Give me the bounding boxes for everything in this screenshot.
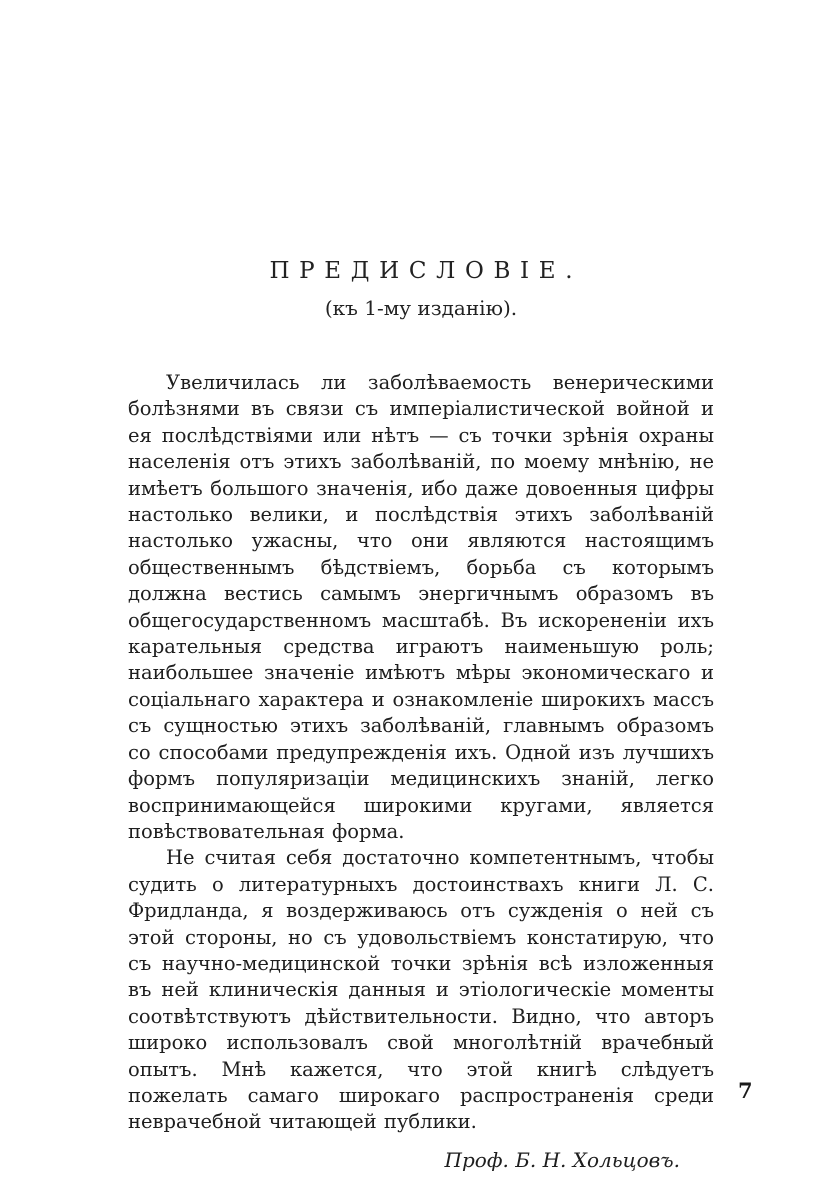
paragraph-1: Увеличилась ли заболѣваемость венерическими болѣзнями въ связи съ имперіалистической войной и ея послѣдствіями или нѣтъ — съ точки зрѣнія охраны населенія отъ этихъ заболѣваній, по моему мнѣнію, не имѣетъ большого значенія, ибо даже довоенныя цифры настолько велики, и послѣдствія этихъ заболѣваній настолько ужасны, что они являются настоящимъ общественнымъ бѣдствіемъ, борьба съ которымъ должна вестись самымъ энергичнымъ образомъ въ общегосударственномъ масштабѣ. Въ искорененіи ихъ карательныя средства играютъ наименьшую роль; наибольшее значеніе имѣютъ мѣры экономическаго и соціальнаго характера и ознакомленіе широкихъ массъ съ сущностью этихъ заболѣваній, главнымъ образомъ со способами предупрежденія ихъ. Одной изъ лучшихъ формъ популяризаціи медицинскихъ знаній, легко воспринимающейся широкими кругами, является повѣствовательная форма. — [128, 371, 714, 843]
page-title: ПРЕДИСЛОВІЕ. — [269, 258, 583, 284]
text-block — [128, 258, 714, 1172]
page-subtitle: (къ 1-му изданію). — [324, 296, 518, 320]
page-number: 7 — [738, 1078, 753, 1103]
paragraph-2: Не считая себя достаточно компетентнымъ, чтобы судить о литературныхъ достоинствахъ книги Л. С. Фридланда, я воздерживаюсь отъ сужденія о ней съ этой стороны, но съ удовольствіемъ констатирую, что съ научно-медицинской точки зрѣнія всѣ изложенныя въ ней клиническія данныя и этіологическіе моменты соотвѣтствуютъ дѣйствительности. Видно, что авторъ широко использовалъ свой многолѣтній врачебный опытъ. Мнѣ кажется, что этой книгѣ слѣдуетъ пожелать самаго широкаго распространенія среди неврачебной читающей публики. — [128, 846, 714, 1134]
author-signature: Проф. Б. Н. Хольцовъ. — [444, 1147, 680, 1172]
